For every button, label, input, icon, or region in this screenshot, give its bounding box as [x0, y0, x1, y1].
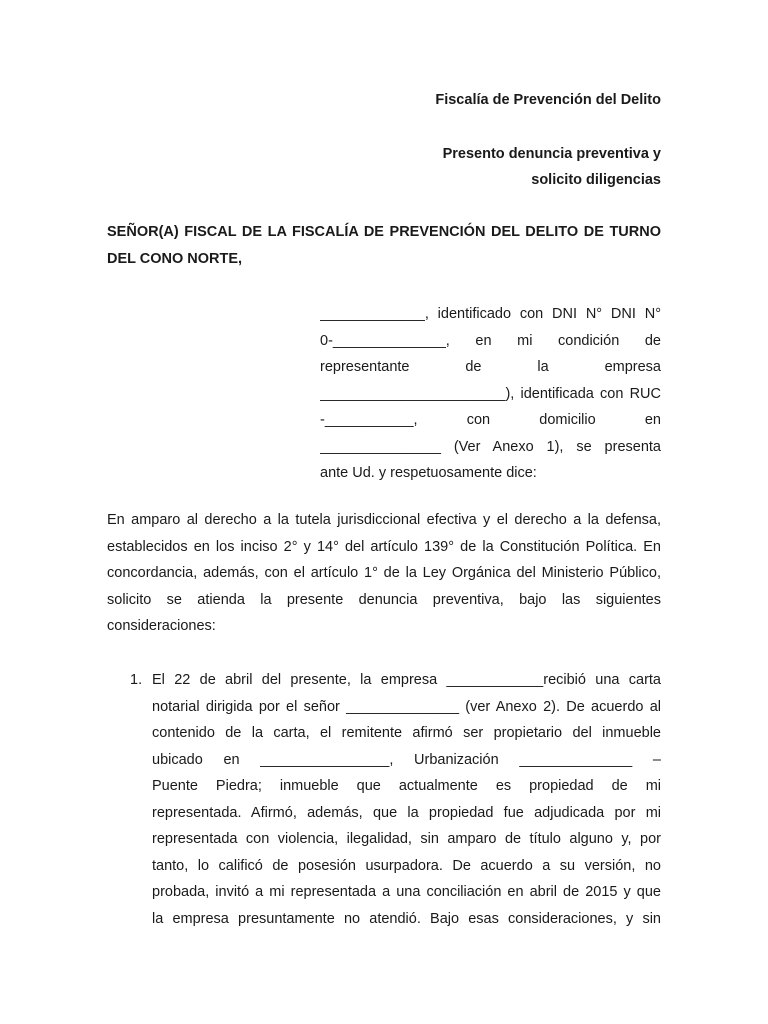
- list-item-line: tanto, lo calificó de posesión usurpadora. De acuerdo a su versión, no: [152, 857, 661, 874]
- intro-line: En amparo al derecho a la tutela jurisdiccional efectiva y el derecho a la defensa,: [107, 512, 661, 528]
- identification-line: -___________, con domicilio en: [320, 412, 661, 428]
- intro-line: concordancia, además, con el artículo 1° de la Ley Orgánica del Ministerio Público,: [107, 565, 661, 581]
- list-item: [152, 667, 661, 932]
- identification-line: _______________________), identificada con RUC: [320, 385, 661, 402]
- list-item-line: representada. Afirmó, además, que la propiedad fue adjudicada por mi: [152, 804, 661, 821]
- list-item-line: El 22 de abril del presente, la empresa ____________recibió una carta: [152, 672, 661, 688]
- list-item-line: ubicado en ________________, Urbanización ______________ –: [152, 751, 661, 768]
- list-item-line: la empresa presuntamente no atendió. Bajo esas consideraciones, y sin: [152, 910, 661, 927]
- list-item-line: representada con violencia, ilegalidad, sin amparo de título alguno y, por: [152, 831, 661, 847]
- addressee: SEÑOR(A) FISCAL DE LA FISCALÍA DE PREVENCIÓN DEL DELITO DE TURNO DEL CONO NORTE,: [107, 224, 661, 267]
- subject-line-1: Presento denuncia preventiva y: [442, 146, 661, 162]
- subject-heading: [443, 141, 661, 193]
- list-item-line: notarial dirigida por el señor ______________ (ver Anexo 2). De acuerdo al: [152, 698, 661, 715]
- identification-block: [320, 301, 661, 487]
- intro-line: solicito se atienda la presente denuncia preventiva, bajo las siguientes: [107, 591, 661, 608]
- subject-line-2: solicito diligencias: [531, 172, 661, 188]
- identification-line: 0-______________, en mi condición de: [320, 332, 661, 349]
- intro-paragraph: [107, 507, 661, 640]
- list-item-line: Puente Piedra; inmueble que actualmente es propiedad de mi: [152, 778, 661, 794]
- office-heading: [435, 87, 661, 113]
- intro-line: establecidos en los inciso 2° y 14° del artículo 139° de la Constitución Política. En: [107, 538, 661, 555]
- identification-line: _______________ (Ver Anexo 1), se presenta: [320, 438, 661, 455]
- identification-line: ante Ud. y respetuosamente dice:: [320, 465, 537, 481]
- intro-line: consideraciones:: [107, 618, 216, 634]
- office-title: Fiscalía de Prevención del Delito: [435, 92, 661, 108]
- list-item-line: contenido de la carta, el remitente afirmó ser propietario del inmueble: [152, 725, 661, 741]
- list-item-line: probada, invitó a mi representada a una conciliación en abril de 2015 y que: [152, 884, 661, 900]
- list-item-number: 1.: [130, 672, 143, 688]
- identification-line: representante de la empresa: [320, 359, 661, 375]
- identification-line: _____________, identificado con DNI N° DNI N°: [320, 306, 661, 322]
